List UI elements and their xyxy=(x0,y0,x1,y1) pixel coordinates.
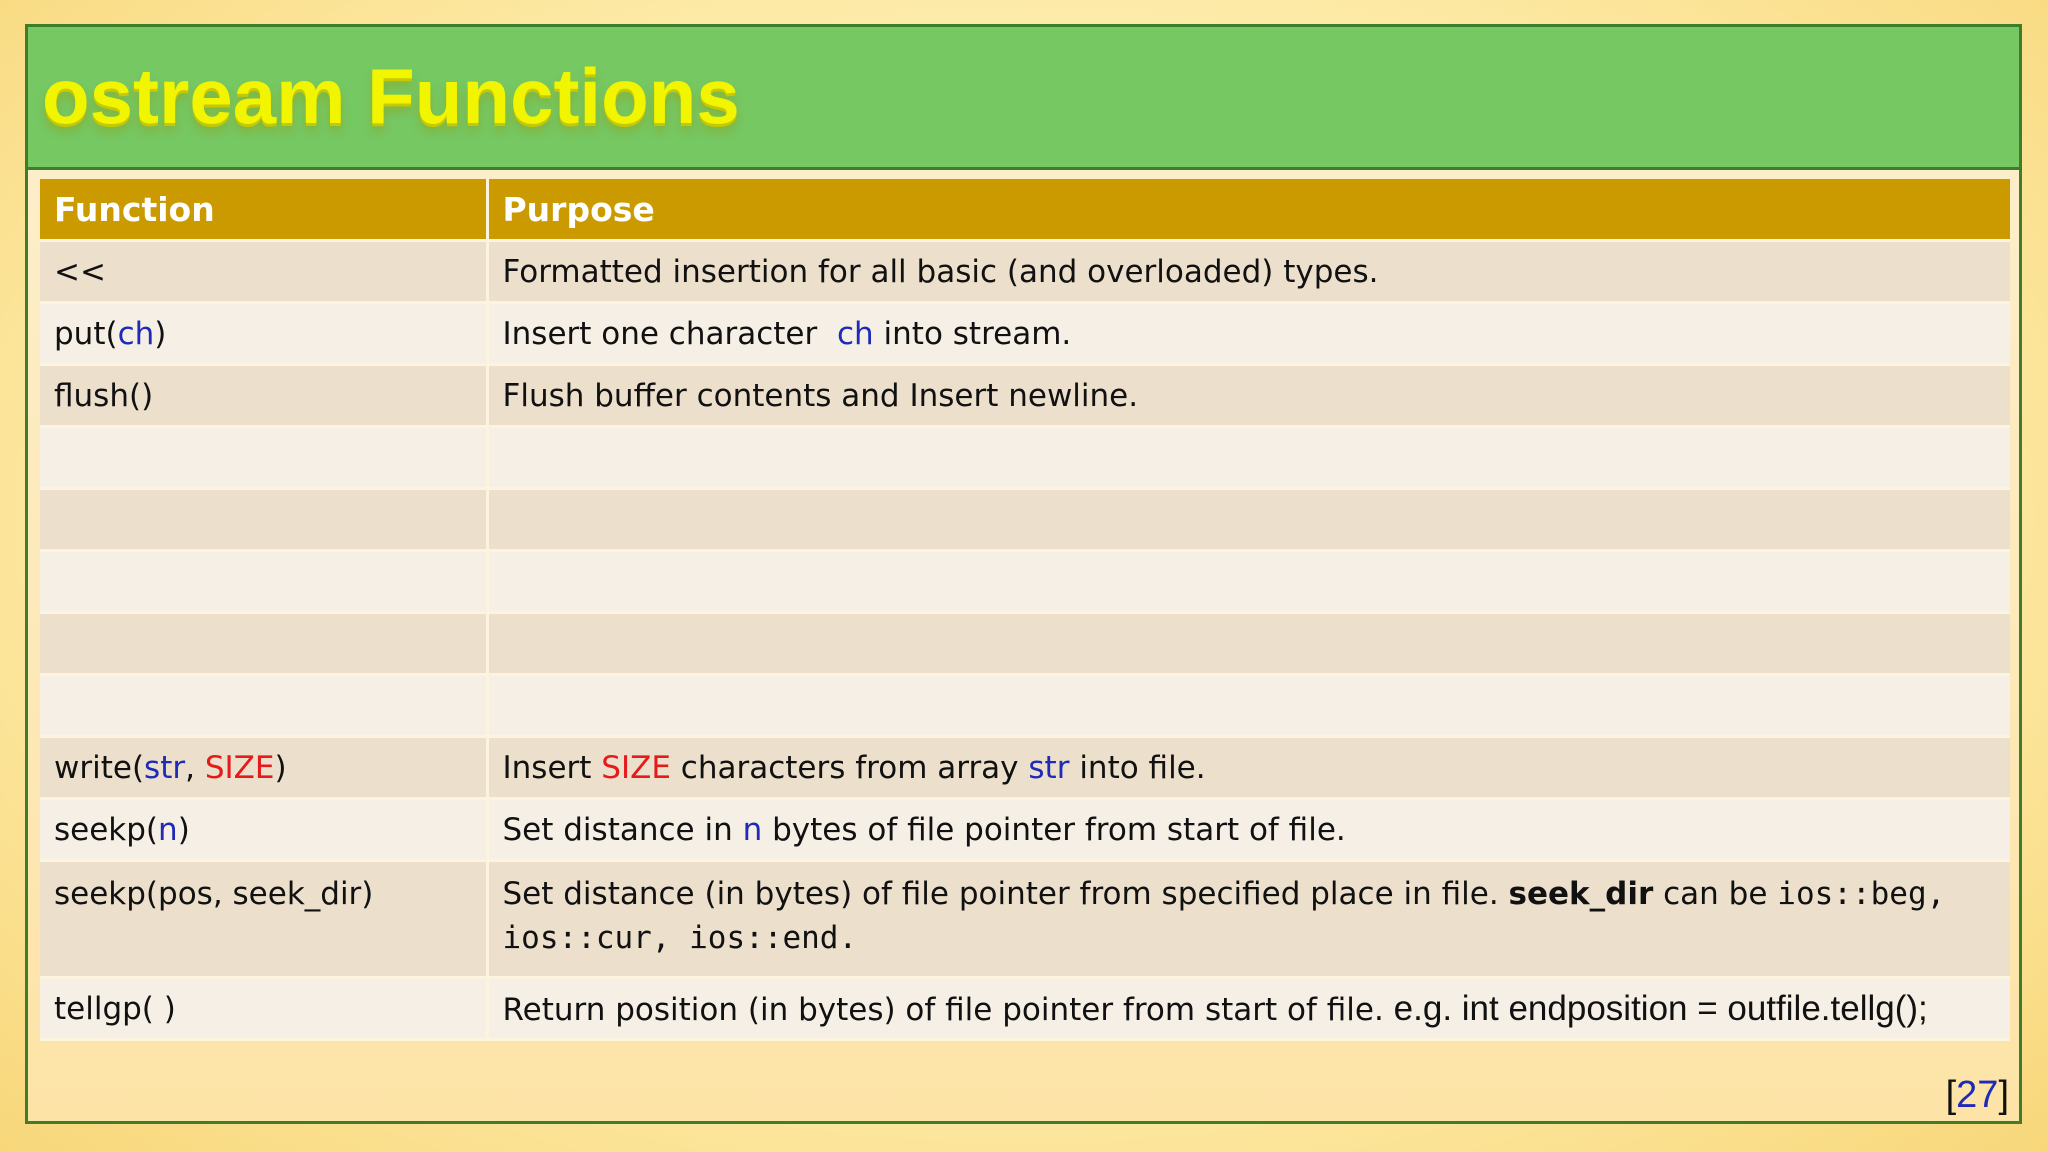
cell-purpose xyxy=(487,675,2010,737)
purpose-text: Set distance in xyxy=(502,811,733,848)
cell-function: flush() xyxy=(40,365,487,427)
purpose-text: Insert xyxy=(502,749,592,786)
cell-purpose xyxy=(487,861,2010,978)
cell-function: seekp(pos, seek_dir) xyxy=(40,861,487,978)
purpose-text: bytes of file pointer from start of file. xyxy=(772,811,1346,848)
cell-purpose: Formatted insertion for all basic (and overloaded) types. xyxy=(487,241,2010,303)
table-row xyxy=(40,799,2010,861)
purpose-text: characters from array xyxy=(680,749,1019,786)
bracket-close: ] xyxy=(1998,1074,2009,1116)
fn-name: put( xyxy=(54,315,118,352)
cell-purpose xyxy=(487,489,2010,551)
cell-function: tellgp( ) xyxy=(40,978,487,1040)
purpose-text: can be xyxy=(1663,876,1768,912)
fn-name: write( xyxy=(54,749,145,786)
cell-function xyxy=(40,675,487,737)
table-row-empty xyxy=(40,427,2010,489)
title-bar xyxy=(28,27,2019,170)
cell-purpose xyxy=(487,613,2010,675)
fn-arg: ch xyxy=(117,315,155,352)
table-row xyxy=(40,861,2010,978)
table-row xyxy=(40,303,2010,365)
purpose-example: e.g. int endposition = outfile.tellg(); xyxy=(1393,988,1928,1028)
table-row-empty xyxy=(40,675,2010,737)
purpose-text: into stream. xyxy=(883,315,1072,352)
bracket-open: [ xyxy=(1945,1074,1957,1116)
cell-purpose xyxy=(487,799,2010,861)
table-row xyxy=(40,241,2010,303)
fn-arg-size: SIZE xyxy=(204,749,275,786)
purpose-arg-str: str xyxy=(1028,749,1070,786)
fn-close: ) xyxy=(154,315,167,352)
header-purpose: Purpose xyxy=(487,179,2010,241)
purpose-code: ios::beg, xyxy=(1777,876,1946,912)
table-row xyxy=(40,365,2010,427)
page-number xyxy=(1946,1074,2009,1117)
table-header-row xyxy=(40,179,2010,241)
slide xyxy=(25,24,2022,1124)
page-number-value: 27 xyxy=(1956,1074,1999,1116)
purpose-bold-term: seek_dir xyxy=(1508,876,1654,912)
cell-function xyxy=(40,427,487,489)
cell-function xyxy=(40,303,487,365)
fn-arg-str: str xyxy=(144,749,186,786)
cell-purpose: Flush buffer contents and Insert newline. xyxy=(487,365,2010,427)
purpose-arg-size: SIZE xyxy=(601,749,671,786)
purpose-arg: ch xyxy=(836,315,874,352)
fn-arg: n xyxy=(158,811,178,848)
table-row-empty xyxy=(40,489,2010,551)
cell-function xyxy=(40,551,487,613)
cell-function xyxy=(40,799,487,861)
cell-purpose xyxy=(487,551,2010,613)
cell-purpose xyxy=(487,978,2010,1040)
purpose-code: ios::cur, ios::end. xyxy=(502,920,858,956)
slide-title: ostream Functions xyxy=(42,52,740,140)
purpose-text: Return position (in bytes) of file pointer from start of file. xyxy=(502,991,1384,1028)
table-row-empty xyxy=(40,551,2010,613)
cell-function xyxy=(40,489,487,551)
fn-name: seekp( xyxy=(54,811,159,848)
table-row-empty xyxy=(40,613,2010,675)
cell-function xyxy=(40,613,487,675)
cell-function xyxy=(40,737,487,799)
cell-purpose xyxy=(487,303,2010,365)
fn-sep: , xyxy=(185,749,205,786)
purpose-text: Set distance (in bytes) of file pointer from specified place in file. xyxy=(502,876,1499,912)
table-row xyxy=(40,978,2010,1040)
cell-function: << xyxy=(40,241,487,303)
table-row xyxy=(40,737,2010,799)
cell-purpose xyxy=(487,427,2010,489)
cell-purpose xyxy=(487,737,2010,799)
functions-table xyxy=(40,179,2010,1041)
header-function: Function xyxy=(40,179,487,241)
purpose-text: into file. xyxy=(1079,749,1206,786)
fn-close: ) xyxy=(274,749,287,786)
fn-close: ) xyxy=(177,811,190,848)
purpose-arg: n xyxy=(742,811,763,848)
purpose-text: Insert one character xyxy=(502,315,818,352)
